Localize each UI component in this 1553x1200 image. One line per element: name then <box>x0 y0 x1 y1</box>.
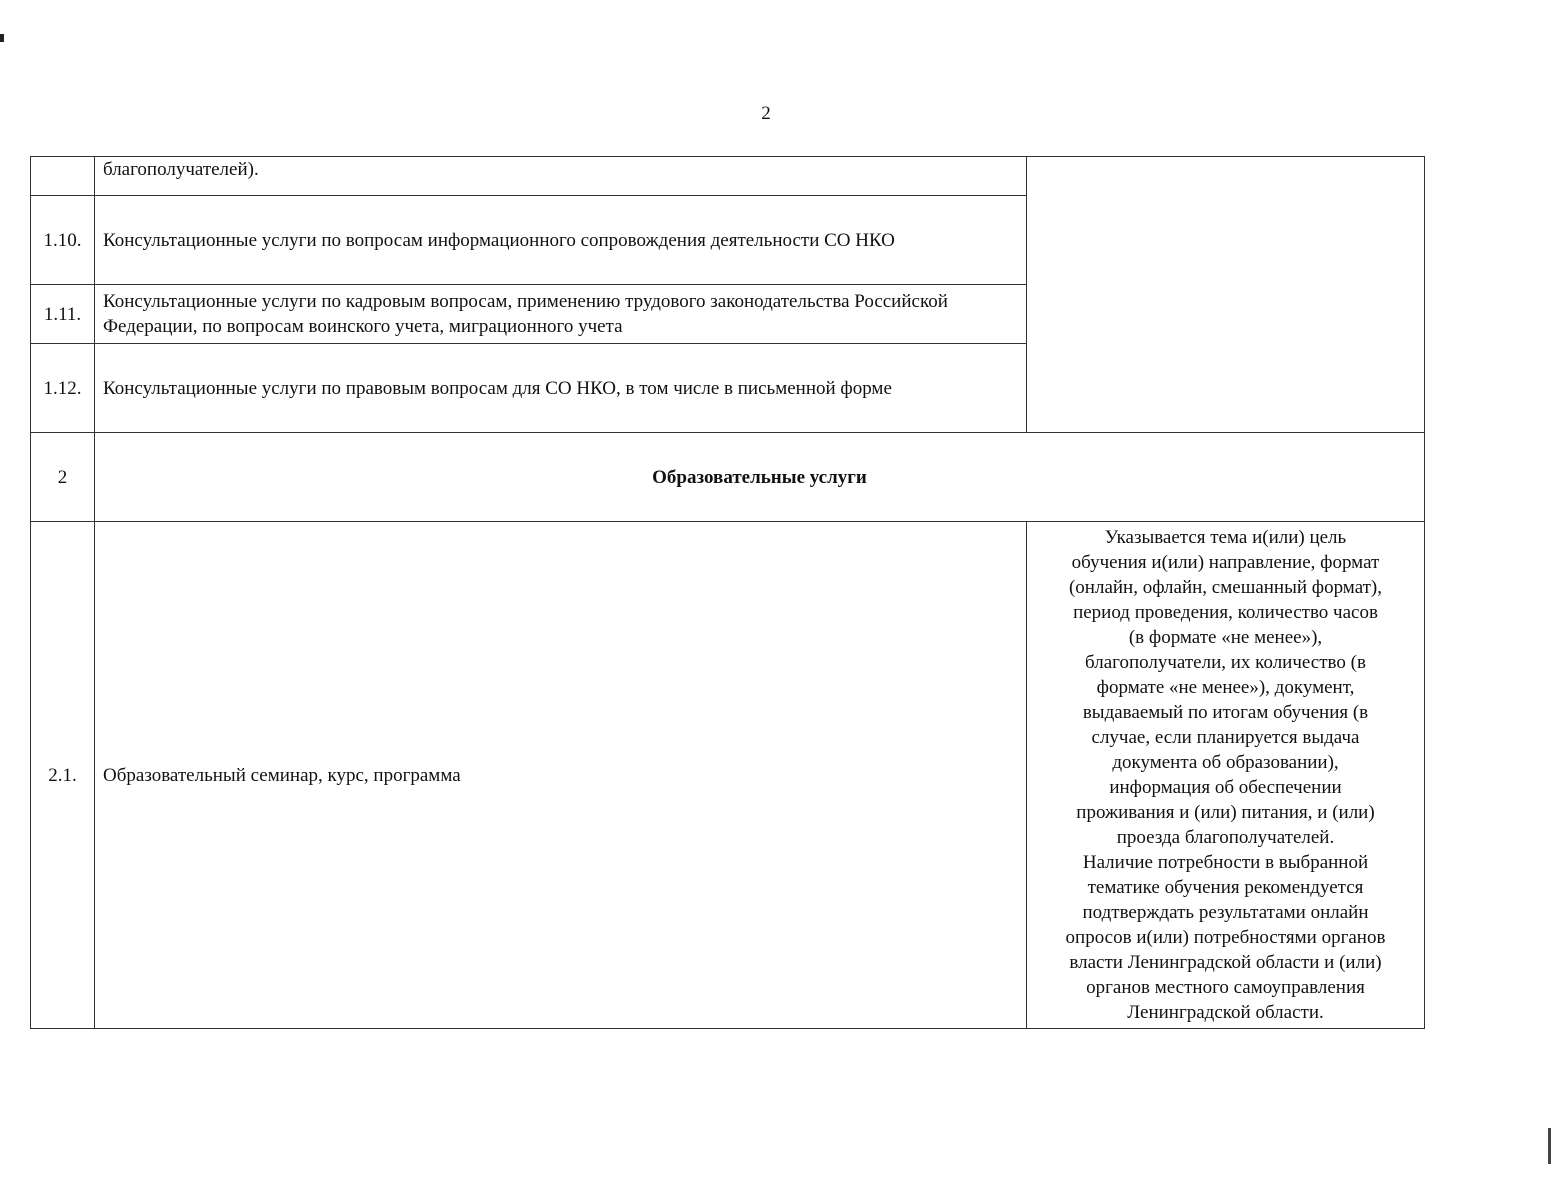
note-line: подтверждать результатами онлайн <box>1082 902 1369 923</box>
section-number: 2 <box>31 433 95 522</box>
scan-artifact <box>0 34 4 42</box>
row-number: 1.11. <box>31 285 95 344</box>
row-description: Консультационные услуги по кадровым вопросам, применению трудового законодательства Российской Федерации, по вопросам воинского учета, миграционного учета <box>95 285 1027 344</box>
note-line: проезда благополучателей. <box>1116 827 1335 848</box>
row-number: 1.12. <box>31 344 95 433</box>
note-line: Ленинградской области. <box>1127 1002 1324 1023</box>
note-line: Указывается тема и(или) цель <box>1104 527 1347 548</box>
row-description: благополучателей). <box>95 157 1027 196</box>
note-line: власти Ленинградской области и (или) <box>1069 952 1382 973</box>
row-description: Образовательный семинар, курс, программа <box>95 522 1027 1029</box>
note-line: тематике обучения рекомендуется <box>1087 877 1364 898</box>
note-line: органов местного самоуправления <box>1086 977 1365 998</box>
row-number <box>31 157 95 196</box>
note-line: случае, если планируется выдача <box>1091 727 1360 748</box>
services-table <box>30 156 1425 1029</box>
scan-artifact <box>1548 1128 1551 1164</box>
note-line: выдаваемый по итогам обучения (в <box>1082 702 1369 723</box>
note-line: обучения и(или) направление, формат <box>1071 552 1380 573</box>
row-number: 1.10. <box>31 196 95 285</box>
note-line: информация об обеспечении <box>1109 777 1342 798</box>
note-line: документа об образовании), <box>1112 752 1339 773</box>
section-header-row <box>31 433 1425 522</box>
page-number: 2 <box>761 103 771 124</box>
note-line: опросов и(или) потребностями органов <box>1065 927 1386 948</box>
note-line: формате «не менее»), документ, <box>1096 677 1355 698</box>
notes-cell-empty <box>1027 157 1425 433</box>
row-description: Консультационные услуги по правовым вопросам для СО НКО, в том числе в письменной форме <box>95 344 1027 433</box>
table-row <box>31 522 1425 1029</box>
note-line: проживания и (или) питания, и (или) <box>1076 802 1375 823</box>
note-line: период проведения, количество часов <box>1073 602 1378 623</box>
note-line: Наличие потребности в выбранной <box>1082 852 1369 873</box>
section-title: Образовательные услуги <box>95 433 1425 522</box>
row-number: 2.1. <box>31 522 95 1029</box>
note-line: (онлайн, офлайн, смешанный формат), <box>1068 577 1383 598</box>
note-line: (в формате «не менее»), <box>1128 627 1323 648</box>
row-description: Консультационные услуги по вопросам информационного сопровождения деятельности СО НКО <box>95 196 1027 285</box>
table-row <box>31 157 1425 196</box>
row-note <box>1027 522 1425 1029</box>
note-line: благополучатели, их количество (в <box>1085 652 1366 673</box>
